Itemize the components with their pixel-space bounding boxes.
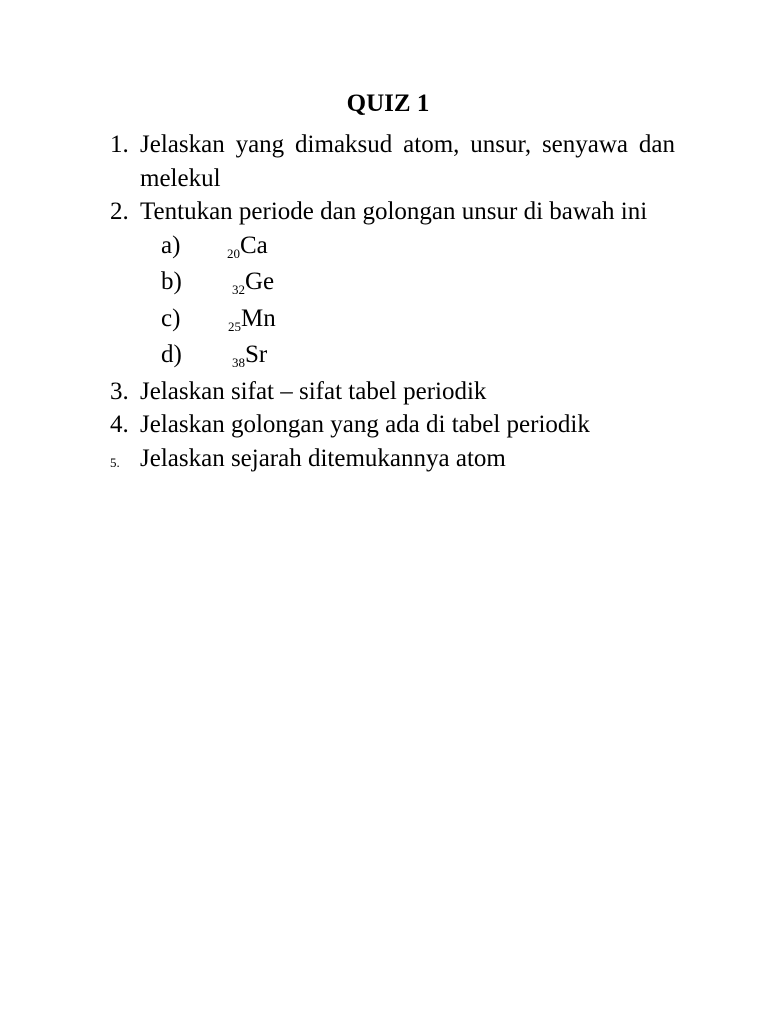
element-notation <box>223 302 276 339</box>
question-2 <box>110 195 675 229</box>
element-symbol: Sr <box>245 341 268 368</box>
atomic-number: 20 <box>227 245 240 261</box>
question-text: Jelaskan sifat – sifat tabel periodik <box>140 377 487 405</box>
element-notation <box>223 265 274 302</box>
element-item-a <box>110 229 675 266</box>
element-notation <box>223 338 267 375</box>
question-number: 2. <box>110 198 129 225</box>
element-label: d) <box>161 341 182 368</box>
element-label: a) <box>161 231 181 259</box>
element-symbol: Ca <box>240 231 268 259</box>
element-item-b <box>110 265 675 302</box>
atomic-number: 38 <box>232 355 245 370</box>
quiz-title: QUIZ 1 <box>346 90 430 117</box>
element-label: b) <box>161 268 182 295</box>
question-text: Tentukan periode dan golongan unsur di bawah ini <box>140 198 648 225</box>
atomic-number: 32 <box>232 282 245 297</box>
question-list <box>110 128 675 479</box>
question-number: 3. <box>110 377 129 405</box>
element-notation <box>223 229 268 266</box>
question-number: 4. <box>110 411 129 438</box>
question-number: 5. <box>110 454 120 470</box>
element-item-d <box>110 338 675 375</box>
element-symbol: Ge <box>245 268 275 295</box>
question-number: 1. <box>110 131 129 158</box>
question-5 <box>110 442 675 480</box>
question-text: Jelaskan golongan yang ada di tabel periodik <box>140 411 590 438</box>
element-label: c) <box>161 304 181 332</box>
element-item-c <box>110 302 675 339</box>
element-symbol: Mn <box>241 304 276 332</box>
question-4 <box>110 408 675 442</box>
question-text: Jelaskan sejarah ditemukannya atom <box>140 444 506 472</box>
question-3 <box>110 375 675 409</box>
question-text: Jelaskan yang dimaksud atom, unsur, senyawa dan melekul <box>140 131 675 192</box>
atomic-number: 25 <box>228 318 241 334</box>
question-1 <box>110 128 675 195</box>
